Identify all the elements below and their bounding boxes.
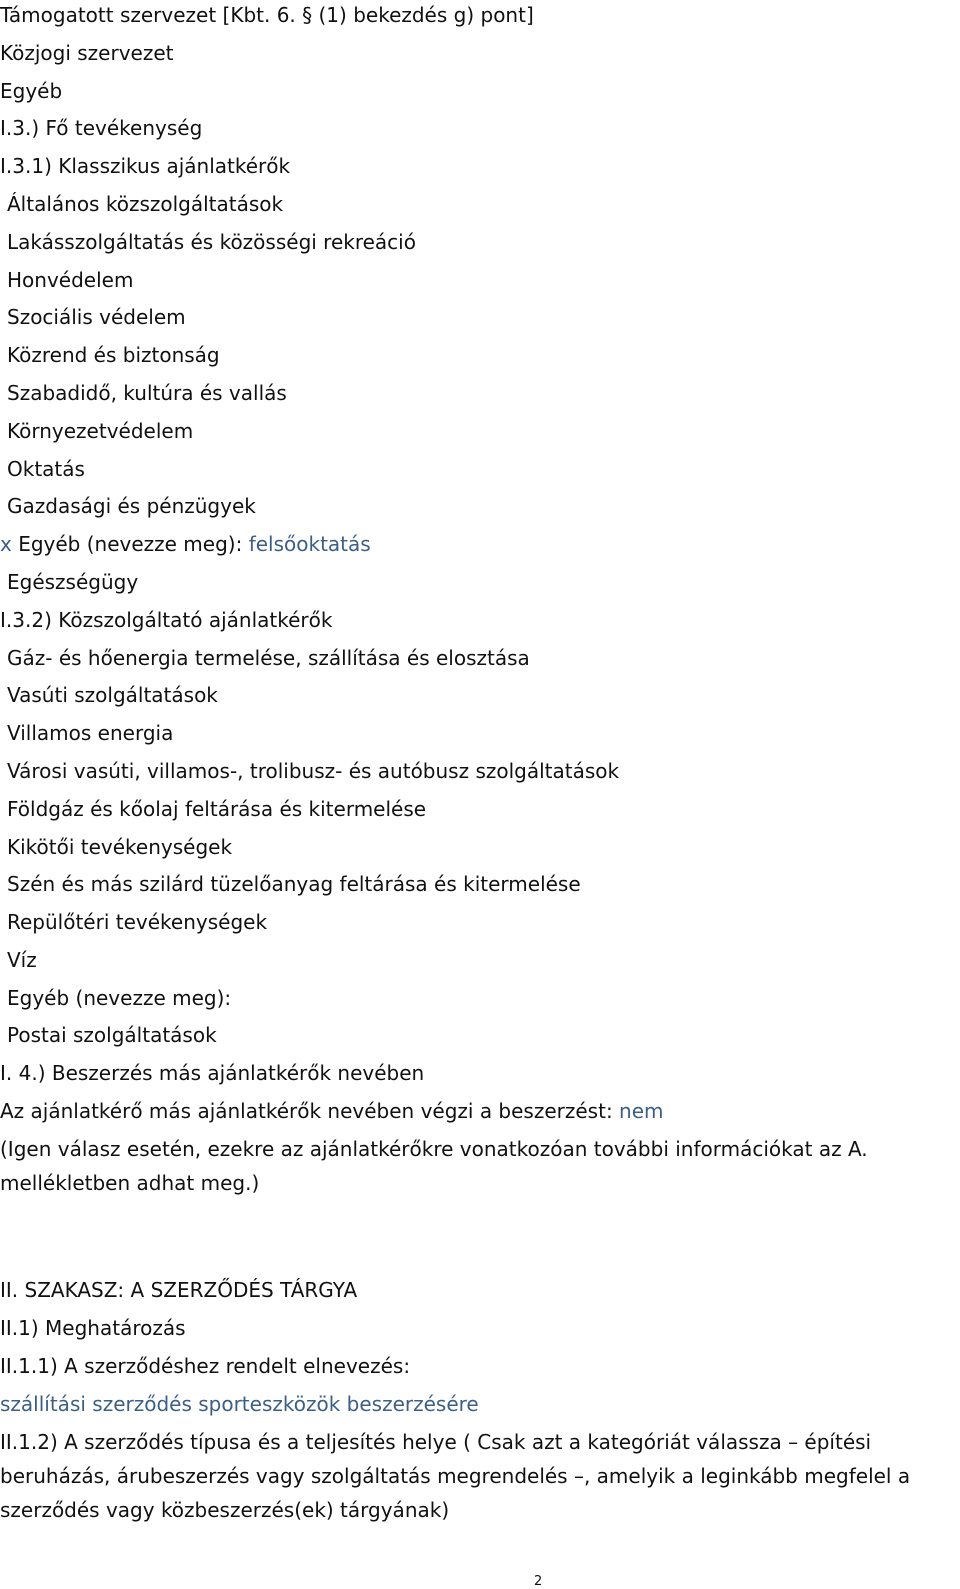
utility-contracting-heading: I.3.2) Közszolgáltató ajánlatkérők [0,608,333,632]
main-activity-heading: I.3.) Fő tevékenység [0,116,203,140]
utility-item: Víz [7,948,37,972]
utility-item: Egyéb (nevezze meg): [7,986,232,1010]
classic-item: Általános közszolgáltatások [7,192,284,216]
i4-note: (Igen válasz esetén, ezekre az ajánlatkérőkre vonatkozóan további információkat az A. mellékletben adhat meg.) [0,1137,868,1195]
classic-item: Környezetvédelem [7,419,194,443]
i4-question [0,1099,664,1123]
i4-question-text: Az ajánlatkérő más ajánlatkérők nevében végzi a beszerzést: [0,1099,613,1123]
public-body-line: Közjogi szervezet [0,41,174,65]
classic-item: Egészségügy [7,570,139,594]
contract-name: szállítási szerződés sporteszközök beszerzésére [0,1392,479,1416]
ii1-heading: II.1) Meghatározás [0,1316,186,1340]
classic-item: Oktatás [7,457,85,481]
classic-item: Lakásszolgáltatás és közösségi rekreáció [7,230,416,254]
classic-other-item [0,532,371,556]
utility-item: Földgáz és kőolaj feltárása és kitermelése [7,797,427,821]
classic-other-value: felsőoktatás [248,532,371,556]
utility-item: Villamos energia [7,721,174,745]
section-ii-heading: II. SZAKASZ: A SZERZŐDÉS TÁRGYA [0,1278,358,1302]
other-line: Egyéb [0,79,63,103]
classic-item: Szabadidő, kultúra és vallás [7,381,287,405]
utility-item: Vasúti szolgáltatások [7,683,218,707]
utility-item: Városi vasúti, villamos-, trolibusz- és autóbusz szolgáltatások [7,759,620,783]
classic-item: Honvédelem [7,268,134,292]
classic-item: Közrend és biztonság [7,343,220,367]
checked-marker: x [0,532,12,556]
classic-item: Szociális védelem [7,305,186,329]
utility-item: Gáz- és hőenergia termelése, szállítása és elosztása [7,646,530,670]
utility-item: Kikötői tevékenységek [7,835,233,859]
classic-item: Gazdasági és pénzügyek [7,494,256,518]
ii12-text: II.1.2) A szerződés típusa és a teljesítés helye ( Csak azt a kategóriát válassza – építési beruházás, árubeszerzés vagy szolgáltatás megrendelés –, amelyik a leginkább megfelel a szerződés vagy közbeszerzés(ek) tárgyának) [0,1430,911,1522]
utility-item: Postai szolgáltatások [7,1023,217,1047]
classic-other-label: Egyéb (nevezze meg): [18,532,243,556]
i4-answer: nem [619,1099,664,1123]
i4-heading: I. 4.) Beszerzés más ajánlatkérők nevében [0,1061,425,1085]
ii11-heading: II.1.1) A szerződéshez rendelt elnevezés: [0,1354,411,1378]
classic-contracting-heading: I.3.1) Klasszikus ajánlatkérők [0,154,291,178]
page-number: 2 [534,1574,543,1589]
utility-item: Szén és más szilárd tüzelőanyag feltárása és kitermelése [7,872,581,896]
supported-org-line: Támogatott szervezet [Kbt. 6. § (1) bekezdés g) pont] [0,3,534,27]
utility-item: Repülőtéri tevékenységek [7,910,268,934]
